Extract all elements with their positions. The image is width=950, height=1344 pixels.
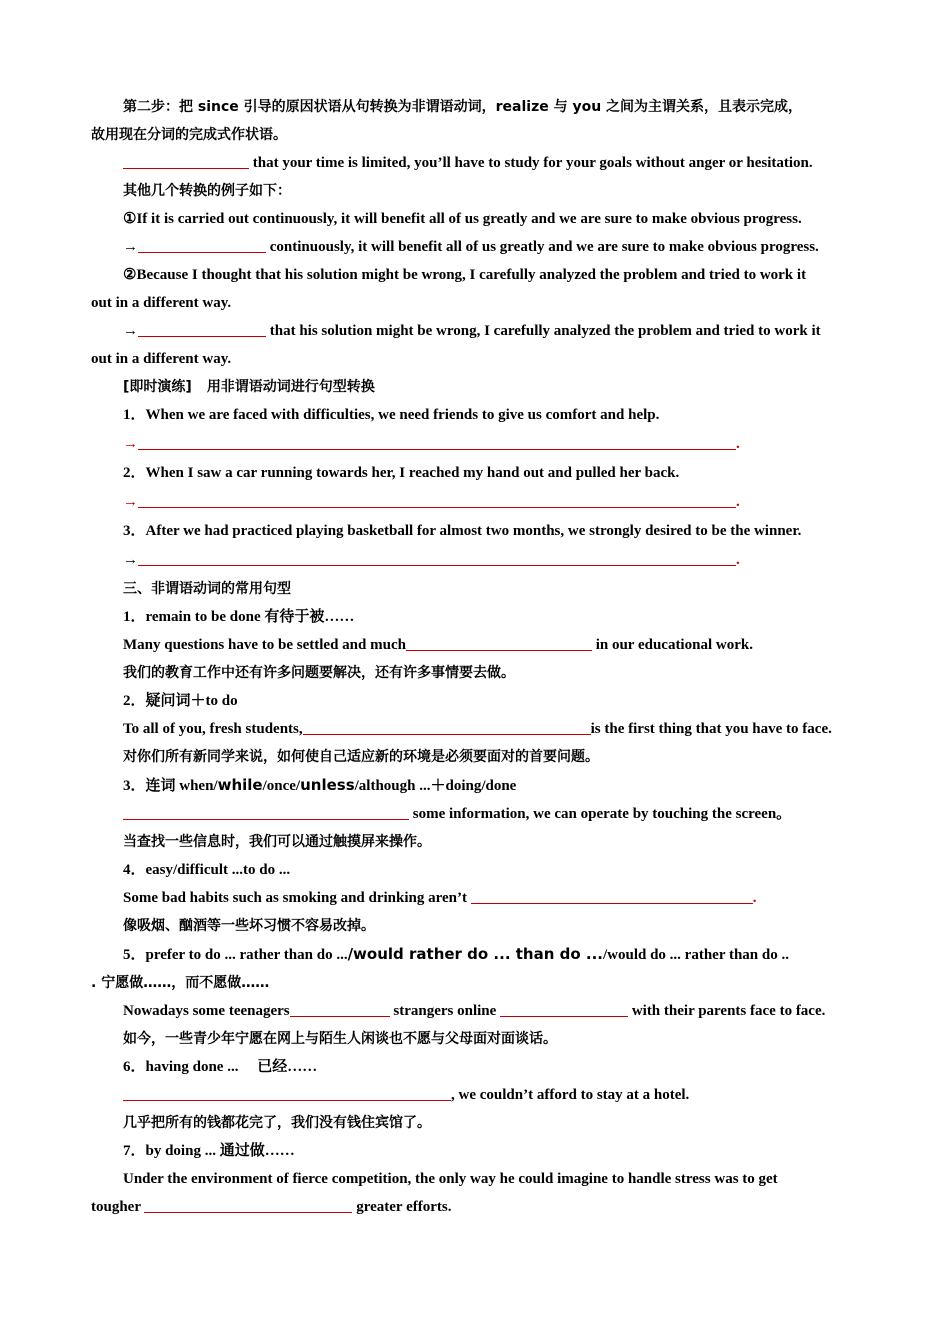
item-text: After we had practiced playing basketball for almost two months, we strongly desired to be the winner. — [145, 523, 802, 539]
answer-blank[interactable] — [138, 319, 266, 337]
item-number: 3． — [123, 523, 146, 539]
sentence-text: , we couldn’t afford to stay at a hotel. — [451, 1087, 690, 1103]
section-3-title: 三、非谓语动词的常用句型 — [123, 581, 291, 597]
sentence-text: is the first thing that you have to face. — [590, 721, 832, 737]
example-1-original: ①If it is carried out continuously, it will benefit all of us greatly and we are sure to make obvious progress. — [123, 211, 802, 227]
sentence-text: that your time is limited, you’ll have to study for your goals without anger or hesitation. — [252, 155, 813, 171]
sentence-text: greater efforts. — [356, 1199, 452, 1215]
pattern-2-example — [91, 715, 859, 743]
head-text: while — [217, 776, 263, 794]
practice-heading — [91, 373, 859, 401]
pattern-5-head — [91, 940, 859, 969]
item-text: When we are faced with difficulties, we need friends to give us comfort and help. — [145, 407, 660, 423]
end-dot: . — [736, 494, 740, 510]
answer-blank[interactable] — [144, 1195, 352, 1213]
practice-item-1 — [91, 401, 859, 429]
practice-answer-1 — [91, 429, 859, 459]
sentence-text: some information, we can operate by touching the screen。 — [412, 806, 792, 822]
sentence-text: tougher — [91, 1199, 141, 1215]
item-text: When I saw a car running towards her, I reached my hand out and pulled her back. — [145, 465, 680, 481]
answer-blank[interactable] — [123, 802, 409, 820]
arrow-icon: → — [123, 239, 138, 255]
sentence-text: Many questions have to be settled and much — [123, 637, 406, 653]
head-text: /would do ... rather than do .. — [602, 947, 789, 963]
pattern-5-head-line2: . 宁愿做……，而不愿做…… — [91, 975, 270, 991]
sentence-text: in our educational work. — [595, 637, 753, 653]
practice-label: [即时演练] — [123, 379, 192, 395]
pattern-3-translation: 当查找一些信息时，我们可以通过触摸屏来操作。 — [123, 834, 431, 850]
pattern-4-translation: 像吸烟、酗酒等一些坏习惯不容易改掉。 — [123, 918, 375, 934]
pattern-6-example — [91, 1081, 859, 1109]
pattern-7-head: 7．by doing ... 通过做…… — [123, 1143, 295, 1159]
head-text: 5．prefer to do ... rather than do ... — [123, 947, 348, 963]
pattern-1-translation: 我们的教育工作中还有许多问题要解决，还有许多事情要去做。 — [123, 665, 515, 681]
answer-blank[interactable] — [406, 633, 592, 651]
example-2-original-line1: ②Because I thought that his solution might be wrong, I carefully analyzed the problem and tried to work it — [123, 267, 807, 283]
item-number: 1． — [123, 407, 146, 423]
pattern-5-example — [91, 997, 859, 1025]
document-content — [91, 93, 859, 1221]
pattern-6-head: 6．having done ... 已经…… — [123, 1059, 318, 1075]
step2-line1: 第二步：把 since 引导的原因状语从句转换为非谓语动词，realize 与 you 之间为主谓关系，且表示完成， — [123, 99, 803, 115]
head-text: 3．连词 when/ — [123, 778, 218, 794]
answer-blank[interactable] — [123, 1083, 451, 1101]
answer-blank[interactable] — [138, 235, 266, 253]
head-text: /would rather do ... than do ... — [347, 945, 603, 963]
arrow-icon: → — [123, 436, 138, 452]
practice-answer-2 — [91, 487, 859, 517]
example-2-rewrite-line1 — [91, 317, 859, 345]
example-1-rewrite — [91, 233, 859, 261]
practice-answer-3 — [91, 545, 859, 575]
pattern-3-head — [91, 771, 859, 800]
pattern-1-example — [91, 631, 859, 659]
head-text: unless — [300, 776, 355, 794]
sentence-text: To all of you, fresh students, — [123, 721, 303, 737]
sentence-text: strangers online — [393, 1003, 497, 1019]
item-number: 2． — [123, 465, 146, 481]
practice-item-2 — [91, 459, 859, 487]
answer-blank[interactable] — [290, 999, 390, 1017]
practice-title: 用非谓语动词进行句型转换 — [206, 379, 375, 395]
answer-blank[interactable] — [123, 151, 249, 169]
end-dot: . — [752, 890, 757, 906]
answer-blank[interactable] — [500, 999, 628, 1017]
pattern-6-translation: 几乎把所有的钱都花完了，我们没有钱住宾馆了。 — [123, 1115, 431, 1131]
example-2-rewrite-line2: out in a different way. — [91, 351, 232, 367]
sentence-text: Nowadays some teenagers — [123, 1003, 290, 1019]
arrow-icon: → — [123, 323, 138, 339]
head-text: /once/ — [262, 778, 301, 794]
answer-blank[interactable] — [138, 548, 736, 566]
pattern-7-example-line1: Under the environment of fierce competition, the only way he could imagine to handle stress was to get — [123, 1171, 778, 1187]
arrow-icon: → — [123, 552, 138, 568]
end-dot: . — [736, 436, 740, 452]
sentence-text: that his solution might be wrong, I carefully analyzed the problem and tried to work it — [269, 323, 821, 339]
other-examples-title: 其他几个转换的例子如下： — [123, 183, 291, 199]
pattern-4-head: 4．easy/difficult ...to do ... — [123, 862, 291, 878]
arrow-icon: → — [123, 494, 138, 510]
step2-sentence — [91, 149, 859, 177]
pattern-7-example-line2 — [91, 1193, 859, 1221]
answer-blank[interactable] — [303, 717, 591, 735]
head-text: /although ...＋doing/done — [354, 778, 517, 794]
practice-item-3 — [91, 517, 859, 545]
end-dot: . — [736, 552, 740, 568]
sentence-text: continuously, it will benefit all of us greatly and we are sure to make obvious progress. — [269, 239, 819, 255]
pattern-2-head: 2．疑问词＋to do — [123, 693, 238, 709]
pattern-3-example — [91, 800, 859, 828]
answer-blank[interactable] — [138, 432, 736, 450]
answer-blank[interactable] — [471, 886, 753, 904]
answer-blank[interactable] — [138, 490, 736, 508]
sentence-text: Some bad habits such as smoking and drinking aren’t — [123, 890, 467, 906]
sentence-text: with their parents face to face. — [631, 1003, 826, 1019]
pattern-1-head: 1．remain to be done 有待于被…… — [123, 609, 355, 625]
pattern-4-example — [91, 884, 859, 912]
step2-line2: 故用现在分词的完成式作状语。 — [91, 127, 287, 143]
example-2-original-line2: out in a different way. — [91, 295, 232, 311]
pattern-2-translation: 对你们所有新同学来说，如何使自己适应新的环境是必须要面对的首要问题。 — [123, 749, 599, 765]
pattern-5-translation: 如今，一些青少年宁愿在网上与陌生人闲谈也不愿与父母面对面谈话。 — [123, 1031, 557, 1047]
